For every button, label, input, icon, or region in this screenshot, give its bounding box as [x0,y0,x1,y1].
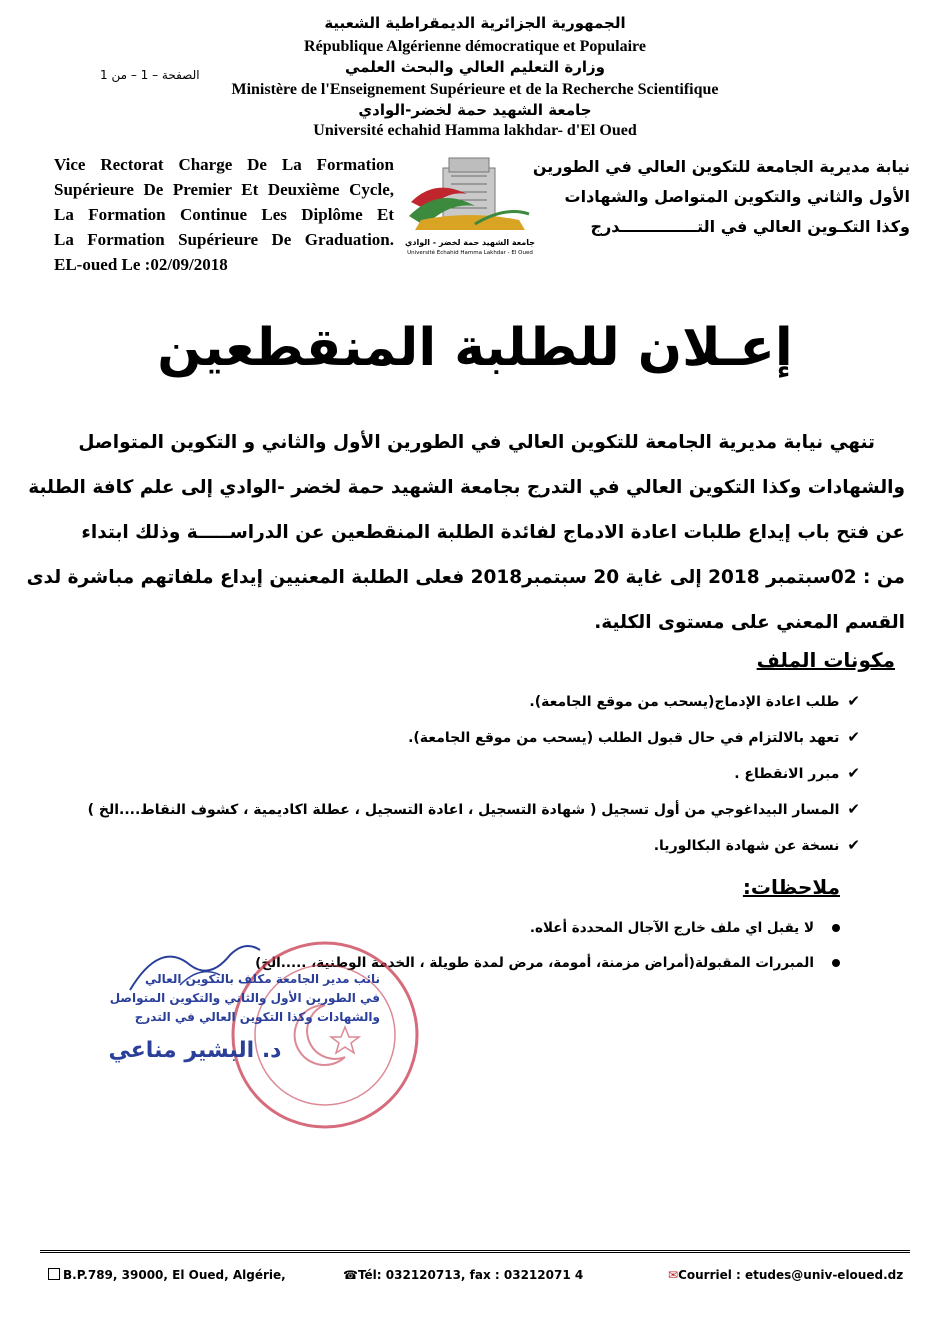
vice-rectorat-line: La Formation Supérieure De Graduation. [54,230,394,249]
check-icon: ✔ [847,692,860,710]
header-fr-university: Université echahid Hamma lakhdar- d'El Oued [313,122,637,139]
file-item [654,836,860,854]
body-line: والشهادات وكذا التكوين العالي في التدرج بجامعة الشهيد حمة لخضر -الوادي إلى علم كافة الطلبة [28,477,905,498]
bullet-icon [832,959,840,967]
phone-icon: ☎ [343,1268,358,1282]
file-item [88,800,860,818]
file-item-text: طلب اعادة الإدماج(يسحب من موقع الجامعة). [529,694,840,710]
footer-email [668,1268,903,1282]
bullet-icon [832,924,840,932]
body-line: من : 02سبتمبر 2018 إلى غاية 20 سبتمبر2018 فعلى الطلبة المعنيين إيداع ملفاتهم مباشرة لدى [26,567,905,588]
check-icon: ✔ [847,728,860,746]
logo-caption-fr: Université Echahid Hamma Lakhdar - El Oued [407,250,533,256]
file-item [734,764,860,782]
file-item-text: المسار البيداغوجي من أول تسجيل ( شهادة التسجيل ، اعادة التسجيل ، عطلة اكاديمية ، كشوف النقاط....الخ ) [87,802,840,818]
footer-phone-text: Tél: 032120713, fax : 03212071 4 [357,1268,584,1282]
vice-rectorat-line: La Formation Continue Les Diplôme Et [54,205,394,224]
note-item-text: لا يقبل اي ملف خارج الآجال المحددة أعلاه. [529,920,814,936]
check-icon: ✔ [847,800,860,818]
note-item-text: المبررات المقبولة(أمراض مزمنة، أمومة، مرض لمدة طويلة ، الخدمة الوطنية، .....الخ) [255,955,814,971]
file-item [408,728,860,746]
header-fr-republic: République Algérienne démocratique et Populaire [304,38,646,55]
vice-rectorat-ar-line: وكذا التكـوين العالي في التــــــــــــــدرج [590,217,910,236]
signature-scribble-icon [120,935,270,995]
header-ar-ministry: وزارة التعليم العالي والبحث العلمي [344,58,606,76]
check-icon: ✔ [847,764,860,782]
vice-rectorat-ar-line: الأول والثاني والتكوين المتواصل والشهادات [564,187,910,206]
document-date: EL-oued Le :02/09/2018 [54,255,228,274]
file-item [529,692,860,710]
file-item-text: نسخة عن شهادة البكالوريا. [653,838,840,854]
footer-email-text[interactable]: Courriel : etudes@univ-eloued.dz [678,1268,904,1282]
signature-line: في الطورين الأول والثاني والتكوين المتواصل [109,991,380,1005]
note-item [530,920,840,936]
university-logo [405,150,535,260]
announcement-body [26,420,905,645]
vice-rectorat-ar-line: نيابة مديرية الجامعة للتكوين العالي في الطورين [532,157,910,176]
check-icon: ✔ [847,836,860,854]
header-ar-republic: الجمهورية الجزائرية الديمقراطية الشعبية [324,14,626,32]
file-components-heading: مكونات الملف [756,648,895,672]
file-item-text: تعهد بالالتزام في حال قبول الطلب (يسحب من موقع الجامعة). [408,730,840,746]
notes-heading: ملاحظات: [742,875,840,899]
university-logo-icon [405,150,535,242]
header-fr-ministry: Ministère de l'Enseignement Supérieure et de la Recherche Scientifique [231,81,719,98]
signatory-name: د. البشير مناعي [108,1038,282,1063]
vice-rectorat-block [54,152,394,277]
logo-caption-ar: جامعة الشهيد حمة لخضر - الوادي [405,238,535,247]
header-ar-university: جامعة الشهيد حمة لخضر-الوادي [358,101,592,119]
body-line: تنهي نيابة مديرية الجامعة للتكوين العالي في الطورين الأول والثاني و التكوين المتواصل [78,432,875,453]
vice-rectorat-ar-block [532,152,910,242]
announcement-title: إعـلان للطلبة المنقطعين [157,318,793,378]
signature-line: نائب مدير الجامعة مكلف بالتكوين العالي [144,972,380,986]
footer-phone [343,1268,583,1282]
vice-rectorat-line: Supérieure De Premier Et Deuxième Cycle, [54,180,394,199]
box-icon [48,1268,60,1280]
signature-line: والشهادات وكذا التكوين العالي في التدرج [134,1010,380,1024]
footer-address-text: B.P.789, 39000, El Oued, Algérie, [63,1268,286,1282]
file-item-text: مبرر الانقطاع . [734,766,840,782]
body-line: عن فتح باب إيداع طلبات اعادة الادماج لفائدة الطلبة المنقطعين عن الدراســـــة وذلك ابتداء [81,522,905,543]
body-line: القسم المعني على مستوى الكلية. [594,612,905,633]
footer-address [48,1268,286,1282]
page-number: الصفحة – 1 – من 1 [100,68,200,82]
mail-icon: ✉ [668,1268,679,1282]
vice-rectorat-line: Vice Rectorat Charge De La Formation [54,155,394,174]
footer-divider [40,1250,910,1253]
